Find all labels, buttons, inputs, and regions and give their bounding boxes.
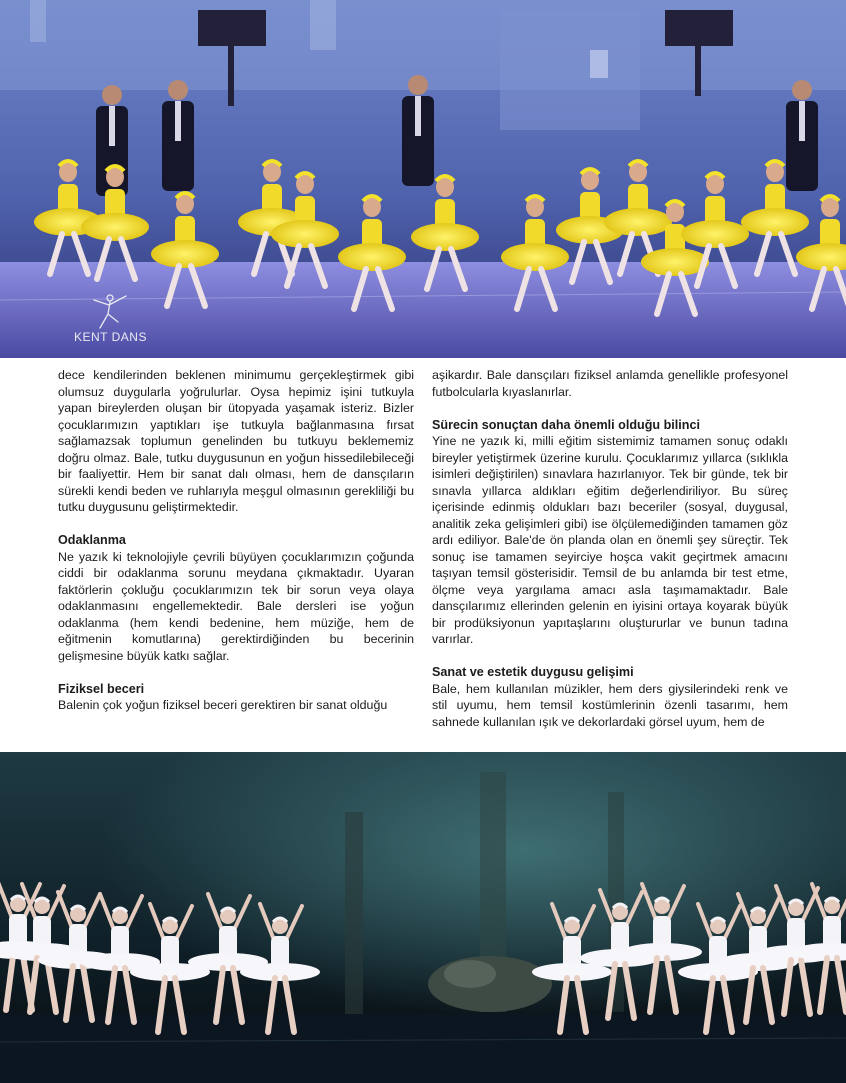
heading-fiziksel-beceri: Fiziksel beceri bbox=[58, 681, 145, 696]
odaklanma-paragraph: Ne yazık ki teknolojiyle çevrili büyüyen çocuklarımızın çoğunda ciddi bir odaklanma sorunu meydana çıkmaktadır. Uyaran faktörlerin çokluğu çocuklarımızın tek bir sorun veya olaya odaklanmasını engellemektedir. Bale dersleri ise yoğun odaklanma (hem kendi bedenine, hem müziğe, hem de eğitmenin komutlarına) gerektirdiğinden bu becerinin gelişmesine büyük katkı sağlar. bbox=[58, 549, 414, 663]
surec-paragraph: Yine ne yazık ki, milli eğitim sistemimiz tamamen sonuç odaklı bireyler yetiştirmek üzerine kurulu. Çocuklarımız yıllarca (sıklıkla isimleri değiştirilen) sınavlara hazırlanıyor. Tek bir günde, tek bir sınavla yıllarca aldıkları eğitim değerlendiriliyor. Bu süreç içerisinde edinmiş oldukları bazı beceriler (sosyal, duygusal, analitik zeka gelişimleri gibi) ise ölçülemediğinden tamamen göz ardı ediliyor. Bale'de ön planda olan en önemli şey süreçtir. Tek sonuç ise tamamen seyirciye hoşca vakit geçirtmek amacını taşıyan temsil gösterisidir. Temsil de bu anlamda bir test etme, ölçme veya yargılama amacı asla taşımamaktadır. Bale dansçılarımız ellerinden gelenin en iyisini ortaya koyarak büyük bir prodüksiyonun yapıtaşlarını oluştururlar ve bunun tadına varırlar. bbox=[432, 434, 788, 646]
heading-surec: Sürecin sonuçtan daha önemli olduğu bilinci bbox=[432, 417, 700, 432]
right-intro-paragraph: aşikardır. Bale dansçıları fiziksel anlamda genellikle profesyonel futbolcularla kıyaslanırlar. bbox=[432, 368, 788, 399]
right-text-column bbox=[432, 367, 788, 730]
kentdans-logo bbox=[74, 292, 154, 348]
left-intro-paragraph: dece kendilerinden beklenen minimumu gerçekleştirmek gibi olumsuz duygularla yoğrulurlar. Oysa hepimiz işini tutkuyla yapan bireylerden oluşan bir ütopyada yaşamak isteriz. Bizler çocuklarımızın yaptıkları işe tutkuyla bağlanmasına fırsat sağlamazsak toplumun genelinden bu tutkuyu beklememiz doğru olmaz. Bale, tutku duygusunun en yoğun hissedilebileceği bir faaliyettir. Hem bir sanat dalı olması, hem de dansçıların sürekli kendi beden ve ruhlarıyla meşgul olmasının gerekliliği bu tutku duygusunu geliştirmektedir. bbox=[58, 368, 414, 514]
sanat-estetik-paragraph: Bale, hem kullanılan müzikler, hem ders giysilerindeki renk ve stil uyumu, hem temsil kostümlerinin özenli tasarımı, hem sahnede kullanılan ışık ve dekorlardaki görsel uyum, hem de bbox=[432, 681, 788, 729]
left-text-column bbox=[58, 367, 414, 714]
logo-text: KENT DANS bbox=[74, 330, 147, 344]
dancer-figure-icon bbox=[88, 292, 134, 332]
fiziksel-beceri-paragraph: Balenin çok yoğun fiziksel beceri gerektiren bir sanat olduğu bbox=[58, 698, 388, 712]
heading-odaklanma: Odaklanma bbox=[58, 533, 126, 547]
heading-sanat-estetik: Sanat ve estetik duygusu gelişimi bbox=[432, 665, 634, 679]
bottom-stage-photo bbox=[0, 752, 846, 1083]
